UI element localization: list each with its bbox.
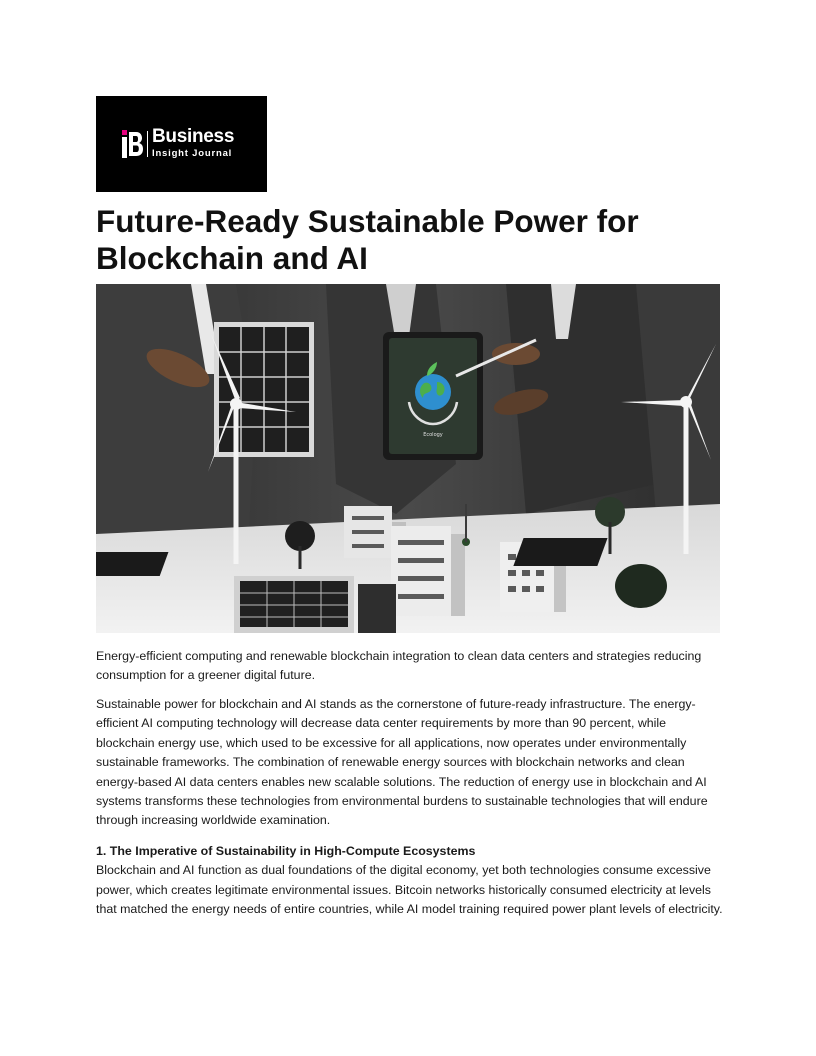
hero-illustration xyxy=(96,284,720,633)
section-heading: 1. The Imperative of Sustainability in High-Compute Ecosystems xyxy=(96,844,476,858)
logo-tagline: Insight Journal xyxy=(152,148,233,159)
tablet-label: Ecology xyxy=(423,432,443,438)
section-text: Blockchain and AI function as dual foundations of the digital economy, yet both technologies consume excessive power, which creates legitimate environmental issues. Bitcoin networks historically consumed electricity at levels that matched the energy needs of entire countries, while AI model training required power plant levels of electricity. xyxy=(96,863,723,917)
article-intro: Energy-efficient computing and renewable blockchain integration to clean data centers and strategies reducing consumption for a greener digital future. xyxy=(96,649,702,683)
brand-logo[interactable] xyxy=(96,96,267,192)
article-title: Future-Ready Sustainable Power for Blockchain and AI xyxy=(96,203,639,276)
logo-divider xyxy=(147,131,148,157)
hero-image xyxy=(96,284,720,633)
logo-mark-icon xyxy=(122,130,144,158)
article-paragraph: Sustainable power for blockchain and AI stands as the cornerstone of future-ready infrastructure. The energy-efficient AI computing technology will decrease data center requirements by more than 90 percent, while blockchain energy use, which used to be excessive for all applications, now operates under environmentally sustainable frameworks. The combination of renewable energy sources with blockchain networks and clean energy-based AI data centers enables new scalable solutions. The reduction of energy use in blockchain and AI systems transforms these technologies from environmental burdens to sustainable technologies that will endure through increasing worldwide examination. xyxy=(96,697,708,828)
article-section-1 xyxy=(96,842,726,920)
logo-wordmark: Business xyxy=(152,126,235,147)
